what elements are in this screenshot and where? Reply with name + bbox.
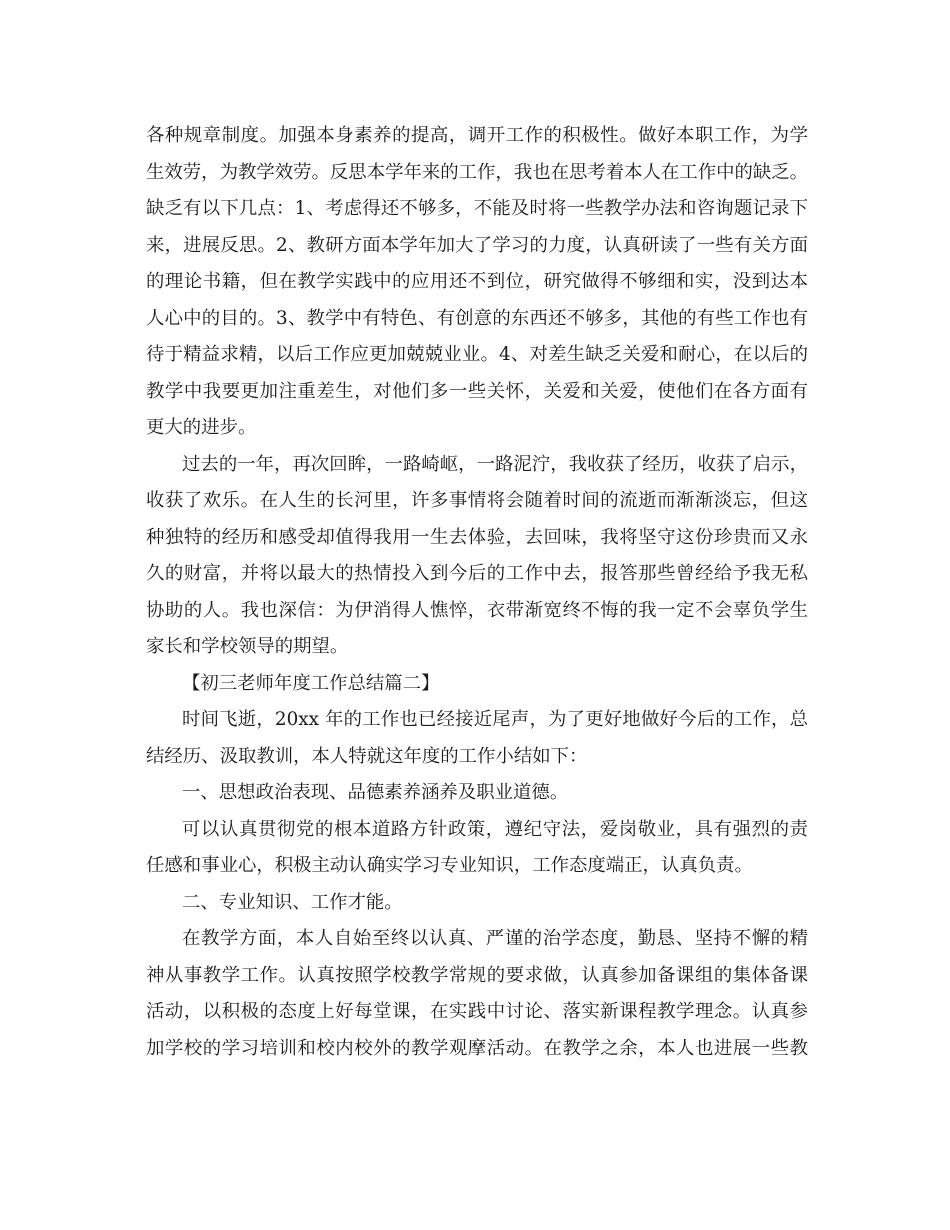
text-line: 缺乏有以下几点：1、考虑得还不够多，不能及时将一些教学办法和咨询题记录下: [146, 198, 808, 219]
text-line: 种独特的经历和感受却值得我用一生去体验，去回味，我将坚守这份珍贵而又永: [146, 526, 808, 548]
text-line: 一、思想政治表现、品德素养涵养及职业道德。: [182, 782, 569, 803]
text-line: 生效劳，为教学效劳。反思本学年来的工作，我也在思考着本人在工作中的缺乏。: [146, 161, 809, 183]
text-line: 任感和事业心，积极主动认确实学习专业知识，工作态度端正，认真负责。: [146, 855, 753, 876]
text-line: 的理论书籍，但在教学实践中的应用还不到位，研究做得不够细和实，没到达本: [146, 271, 808, 292]
text-line: 活动，以积极的态度上好每堂课，在实践中讨论、落实新课程教学理念。认真参: [146, 1001, 808, 1022]
text-line: 各种规章制度。加强本身素养的提高，调开工作的积极性。做好本职工作，为学: [146, 125, 808, 146]
text-line: 久的财富，并将以最大的热情投入到今后的工作中去，报答那些曾经给予我无私: [146, 563, 808, 584]
text-line: 过去的一年，再次回眸，一路崎岖，一路泥泞，我收获了经历，收获了启示，: [182, 453, 808, 475]
text-line: 收获了欢乐。在人生的长河里，许多事情将会随着时间的流逝而渐渐淡忘，但这: [146, 490, 808, 511]
text-line: 二、专业知识、工作才能。: [182, 891, 403, 913]
text-line: 【初三老师年度工作总结篇二】: [182, 672, 440, 694]
document-body: [146, 118, 808, 1067]
text-line: 家长和学校领导的期望。: [146, 636, 349, 657]
text-line: 来，进展反思。2、教研方面本学年加大了学习的力度，认真研读了一些有关方面: [146, 234, 808, 256]
text-line: 可以认真贯彻党的根本道路方针政策，遵纪守法，爱岗敬业，具有强烈的责: [182, 818, 808, 840]
text-line: 神从事教学工作。认真按照学校教学常规的要求做，认真参加备课组的集体备课: [146, 964, 808, 986]
text-line: 在教学方面，本人自始至终以认真、严谨的治学态度，勤恳、坚持不懈的精: [182, 928, 808, 949]
text-line: 加学校的学习培训和校内校外的教学观摩活动。在教学之余，本人也进展一些教: [146, 1037, 808, 1059]
text-line: 更大的进步。: [146, 417, 257, 438]
text-line: 结经历、汲取教训，本人特就这年度的工作小结如下：: [146, 745, 588, 767]
text-line: 教学中我要更加注重差生，对他们多一些关怀，关爱和关爱，使他们在各方面有: [146, 380, 808, 402]
text-line: 协助的人。我也深信：为伊消得人憔悴，衣带渐宽终不悔的我一定不会辜负学生: [146, 599, 808, 621]
text-line: 待于精益求精，以后工作应更加兢兢业业。4、对差生缺乏关爱和耐心，在以后的: [146, 344, 808, 365]
text-line: 人心中的目的。3、教学中有特色、有创意的东西还不够多，其他的有些工作也有: [146, 307, 808, 329]
text-line: 时间飞逝，20xx 年的工作也已经接近尾声，为了更好地做好今后的工作，总: [182, 709, 808, 730]
